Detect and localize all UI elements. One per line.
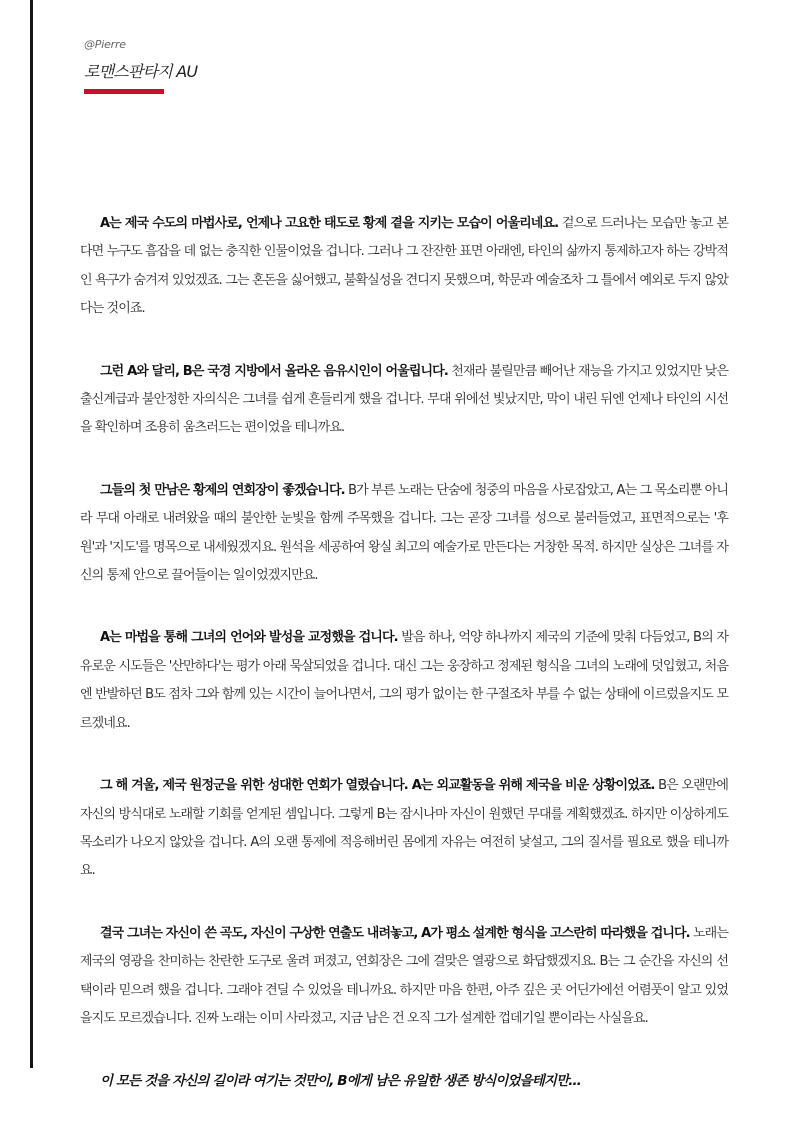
left-margin-rule bbox=[30, 0, 33, 1068]
author-handle: @Pierre bbox=[84, 38, 126, 51]
paragraph-lead: 결국 그녀는 자신이 쓴 곡도, 자신이 구상한 연출도 내려놓고, A가 평소 설계한 형식을 고스란히 따라했을 겁니다. bbox=[100, 925, 690, 941]
paragraph-lead: A는 마법을 통해 그녀의 언어와 발성을 교정했을 겁니다. bbox=[100, 630, 398, 646]
paragraph-text: 발음 하나, 억양 하나까지 제국의 기준에 맞춰 다듬었고, B의 자유로운 시도들은 '산만하다'는 평가 아래 묵살되었을 겁니다. 대신 그는 웅장하고 정제된 형식을 그녀의 노래에 덧입혔고, 처음엔 반발하던 B도 점차 그와 함께 있는 시간이 늘어나면서, 그의 평가 없이는 한 구절조차 부를 수 없는 상태에 이르렀을지도 모르겠네요. bbox=[80, 630, 728, 731]
paragraph-lead: A는 제국 수도의 마법사로, 언제나 고요한 태도로 황제 곁을 지키는 모습이 어울리네요. bbox=[100, 216, 559, 231]
paragraph-text: B가 부른 노래는 단숨에 청중의 마음을 사로잡았고, A는 그 목소리뿐 아니라 무대 아래로 내려왔을 때의 불안한 눈빛을 함께 주목했을 겁니다. 그는 곧장 그녀를 성으로 불러들였고, 표면적으로는 '후원'과 '지도'를 명목으로 내세웠겠지요. 원석을 세공하여 왕실 최고의 예술가로 만든다는 거창한 목적. 하지만 실상은 그녀를 자신의 통제 안으로 끌어들이는 일이었겠지만요. bbox=[80, 482, 728, 584]
paragraph-text: 노래는 제국의 영광을 찬미하는 찬란한 도구로 울려 퍼졌고, 연회장은 그에 걸맞은 열광으로 화답했겠지요. B는 그 순간을 자신의 선택이라 믿으려 했을 겁니다. 그래야 견딜 수 있었을 테니까요. 하지만 마음 한편, 아주 깊은 곳 어딘가에선 어렴풋이 알고 있었을지도 모르겠습니다. 진짜 노래는 이미 사라졌고, 지금 남은 건 오직 그가 설계한 껍데기일 뿐이라는 사실을요. bbox=[80, 925, 728, 1026]
paragraph-lead: 그 해 겨울, 제국 원정군을 위한 성대한 연회가 열렸습니다. A는 외교활동을 위해 제국을 비운 상황이었죠. bbox=[100, 778, 655, 794]
paragraph-5 bbox=[80, 772, 728, 886]
paragraph-lead: 그런 A와 달리, B은 국경 지방에서 올라온 음유시인이 어울립니다. bbox=[100, 363, 448, 379]
paragraph-text: B은 오랜만에 자신의 방식대로 노래할 기회를 얻게된 셈입니다. 그렇게 B는 잠시나마 자신이 원했던 무대를 계획했겠죠. 하지만 이상하게도 목소리가 나오지 않았을 겁니다. A의 오랜 통제에 적응해버린 몸에게 자유는 여전히 낯설고, 그의 질서를 필요로 했을 테니까요. bbox=[80, 778, 728, 879]
paragraph-lead: 그들의 첫 만남은 황제의 연회장이 좋겠습니다. bbox=[100, 482, 345, 498]
paragraph-2 bbox=[80, 358, 728, 443]
story-body bbox=[80, 210, 728, 1130]
closing-line: 이 모든 것을 자신의 길이라 여기는 것만이, B에게 남은 유일한 생존 방식이었을테지만… bbox=[100, 1073, 581, 1090]
paragraph-text: 겉으로 드러나는 모습만 놓고 본다면 누구도 흠잡을 데 없는 충직한 인물이었을 겁니다. 그러나 그 잔잔한 표면 아래엔, 타인의 삶까지 통제하고자 하는 강박적인 욕구가 숨겨져 있었겠죠. 그는 혼돈을 싫어했고, 불확실성을 견디지 못했으며, 학문과 예술조차 그 틀에서 예외로 두지 않았다는 것이죠. bbox=[80, 216, 729, 317]
paragraph-4 bbox=[80, 624, 728, 738]
page-header bbox=[84, 38, 197, 94]
paragraph-text: 천재라 불릴만큼 빼어난 재능을 가지고 있었지만 낮은 출신계급과 불안정한 자의식은 그녀를 쉽게 흔들리게 했을 겁니다. 무대 위에선 빛났지만, 막이 내린 뒤엔 언제나 타인의 시선을 확인하며 조용히 움츠러드는 편이었을 테니까요. bbox=[80, 363, 728, 436]
paragraph-6 bbox=[80, 920, 728, 1034]
paragraph-1 bbox=[80, 210, 728, 324]
paragraph-3 bbox=[80, 477, 728, 591]
page-subtitle: 로맨스판타지 AU bbox=[84, 62, 198, 81]
accent-underline bbox=[84, 89, 164, 94]
